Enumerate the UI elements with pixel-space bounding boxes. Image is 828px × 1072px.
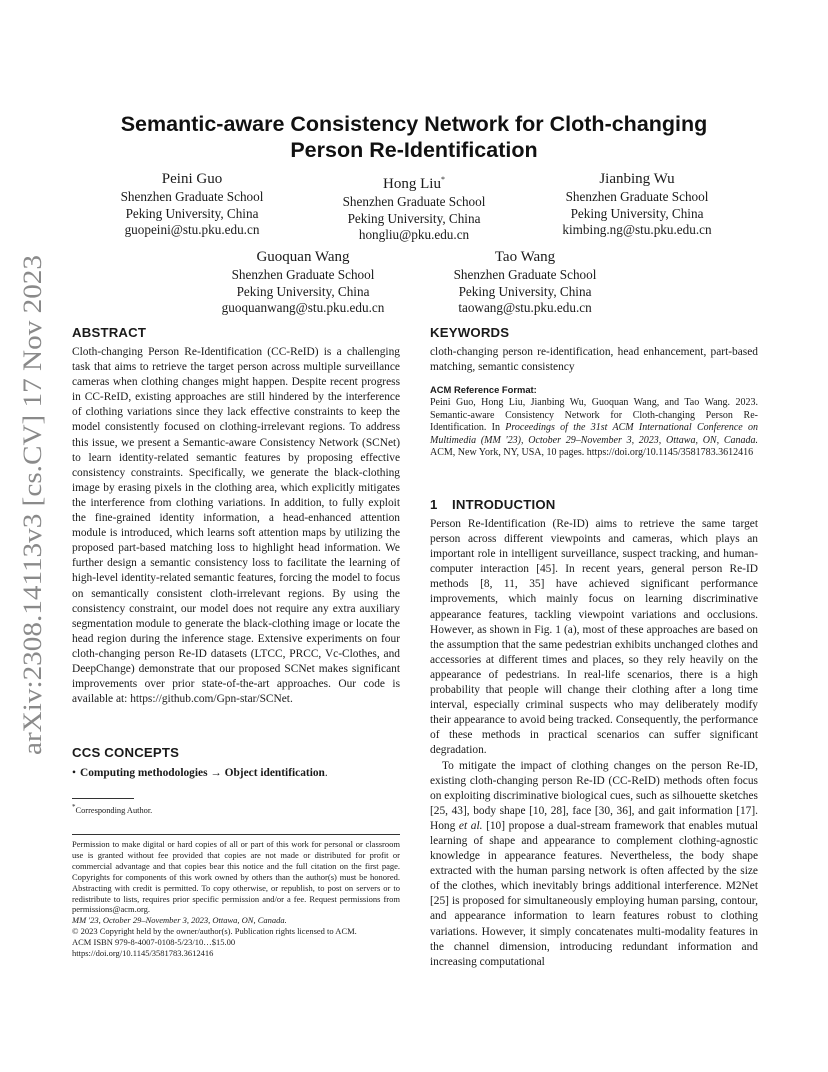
abstract-heading: ABSTRACT bbox=[72, 325, 147, 340]
ccs-concepts-heading: CCS CONCEPTS bbox=[72, 745, 180, 760]
author-affiliation: Peking University, China bbox=[570, 205, 704, 221]
paper-title bbox=[60, 111, 768, 163]
permission-text: Permission to make digital or hard copies of all or part of this work for personal or classroom use is granted without fee provided that copies are not made or distributed for profit or commercial advantage and that copies bear this notice and the full citation on the first page. Copyrights for components of this work owned by others than the author(s) must be honored. Abstracting with credit is permitted. To copy otherwise, or republish, to post on servers or to redistribute to lists, requires prior specific permission and/or a fee. Request permissions from permissions@acm.org. bbox=[72, 839, 400, 915]
acm-reference-heading: ACM Reference Format: bbox=[430, 384, 537, 395]
paper-title-line-2: Person Re-Identification bbox=[290, 138, 538, 162]
corresponding-author-mark: * bbox=[440, 175, 445, 184]
author-block-3 bbox=[526, 170, 748, 239]
acm-reference-section bbox=[430, 384, 758, 460]
acm-reference-authors: Peini Guo, Hong Liu, Jianbing Wu, Guoquan Wang, and Tao Wang. 2023. Semantic-aware Consistency Network for Cloth-changing Person Re-Identification. In bbox=[430, 397, 758, 434]
author-email[interactable]: taowang@stu.pku.edu.cn bbox=[458, 300, 592, 316]
paragraph-2-part-b: [10] propose a dual-stream framework that enables mutual learning of shape and appearance to complement clothing-agnostic knowledge in appearance features. Nevertheless, the body shape extracted with the human parsing network is often affected by the size of the clothes, which inevitably brings additional interference. M2Net [25] is proposed for simultaneously employing human parsing, contour, and appearance information to learn features robust to clothing variations. However, it simply concatenates multi-modality features in the channel dimension, introducing redundant information and increasing computational bbox=[430, 819, 759, 968]
author-affiliation: Peking University, China bbox=[458, 283, 592, 299]
author-affiliation: Peking University, China bbox=[125, 205, 259, 221]
arxiv-identifier-text: arXiv:2308.14113v3 [cs.CV] 17 Nov 2023 bbox=[17, 301, 47, 755]
keywords-heading: KEYWORDS bbox=[430, 325, 510, 340]
author-email[interactable]: guopeini@stu.pku.edu.cn bbox=[124, 222, 260, 238]
acm-reference-text bbox=[430, 397, 758, 460]
introduction-paragraph-2 bbox=[430, 759, 758, 970]
author-affiliation: Shenzhen Graduate School bbox=[120, 189, 264, 204]
author-email[interactable]: kimbing.ng@stu.pku.edu.cn bbox=[562, 222, 712, 238]
paragraph-2-part-a: To mitigate the impact of clothing changes on the person Re-ID, existing cloth-changing person Re-ID (CC-ReID) methods often focus on exploiting discriminative biological cues, such as silhouette sketches [25, 43], body shape [10, 28], face [30, 36], and gait information [17]. Hong bbox=[430, 759, 758, 832]
author-name: Tao Wang bbox=[494, 249, 556, 265]
author-block-4 bbox=[193, 248, 413, 317]
conference-info: MM '23, October 29–November 3, 2023, Ottawa, ON, Canada. bbox=[72, 915, 287, 926]
section-number: 1 bbox=[430, 497, 438, 512]
arxiv-identifier-stamp bbox=[14, 250, 50, 760]
acm-reference-proceedings: Proceedings of the 31st ACM International Conference on Multimedia (MM '23), October 29–November 3, 2023, Ottawa, ON, Canada. bbox=[430, 422, 759, 446]
ccs-concept-item bbox=[72, 766, 400, 781]
et-al: et al. bbox=[458, 819, 483, 832]
abstract-text: Cloth-changing Person Re-Identification (CC-ReID) is a challenging task that aims to retrieve the target person across multiple surveillance cameras when clothing changes might happen. Despite recent progress in CC-ReID, existing approaches are still hindered by the interference of clothing variations since they lack effective constraints to keep the model consistently focused on clothing-irrelevant regions. To address this issue, we present a Semantic-aware Consistency Network (SCNet) to learn identity-related semantic features by proposing effective consistency constraints. Specifically, we generate the black-clothing image by erasing pixels in the clothing area, which explicitly mitigates the interference from clothing variations. In addition, to fully exploit the fine-grained identity information, a head-enhanced attention module is introduced, which learns soft attention maps by utilizing the proposed part-based matching loss to highlight head information. We further design a semantic consistency loss to facilitate the learning of high-level identity-related semantic features, forcing the model to focus on semantically consistent cloth-irrelevant regions. By using the consistency constraint, our model does not require any extra auxiliary segmentation module to generate the black-clothing image or locate the head region during the inference stage. Extensive experiments on four cloth-changing person Re-ID datasets (LTCC, PRCC, Vc-Clothes, and DeepChange) demonstrate that our proposed SCNet makes significant improvements over prior state-of-the-art approaches. Our code is available at: https://github.com/Gpn-star/SCNet. bbox=[72, 346, 400, 706]
isbn-line: ACM ISBN 979-8-4007-0108-5/23/10…$15.00 bbox=[72, 937, 236, 948]
author-block-2 bbox=[304, 170, 524, 244]
author-name: Guoquan Wang bbox=[256, 249, 350, 265]
author-name: Peini Guo bbox=[161, 171, 223, 187]
author-affiliation: Shenzhen Graduate School bbox=[342, 194, 486, 209]
author-name: Hong Liu bbox=[383, 176, 441, 192]
permission-block bbox=[72, 834, 400, 959]
author-email[interactable]: hongliu@pku.edu.cn bbox=[358, 227, 470, 243]
footnote-section bbox=[72, 798, 400, 816]
doi-link[interactable]: https://doi.org/10.1145/3581783.3612416 bbox=[72, 948, 214, 959]
section-title: INTRODUCTION bbox=[452, 497, 556, 512]
introduction-section bbox=[430, 497, 758, 970]
author-affiliation: Peking University, China bbox=[236, 283, 370, 299]
author-block-1 bbox=[82, 170, 302, 239]
author-affiliation: Peking University, China bbox=[347, 210, 481, 226]
keywords-section bbox=[430, 325, 758, 375]
author-affiliation: Shenzhen Graduate School bbox=[231, 267, 375, 282]
author-email[interactable]: guoquanwang@stu.pku.edu.cn bbox=[221, 300, 385, 316]
copyright-line: © 2023 Copyright held by the owner/author(s). Publication rights licensed to ACM. bbox=[72, 926, 357, 937]
keywords-text: cloth-changing person re-identification, head enhancement, part-based matching, semantic consistency bbox=[430, 346, 758, 374]
introduction-heading bbox=[430, 497, 758, 513]
ccs-concept-end: . bbox=[324, 767, 328, 779]
author-block-5 bbox=[415, 248, 635, 317]
author-affiliation: Shenzhen Graduate School bbox=[453, 267, 597, 282]
footnote-mark: * bbox=[72, 803, 76, 811]
footnote-divider bbox=[72, 798, 134, 799]
bullet: • bbox=[72, 767, 76, 779]
permission-divider bbox=[72, 834, 400, 835]
ccs-concepts-section bbox=[72, 745, 400, 781]
ccs-concept-text: Computing methodologies → Object identification bbox=[80, 767, 325, 779]
abstract-section bbox=[72, 325, 400, 707]
introduction-paragraph-1: Person Re-Identification (Re-ID) aims to retrieve the same target person across different viewpoints and cameras, which plays an important role in intelligent surveillance, suspect tracking, and human-computer interaction [45]. In recent years, general person Re-ID methods [8, 11, 35] have achieved significant performance improvements, which mainly focus on learning discriminative appearance features, tackling viewpoint variations and occlusions. However, as shown in Fig. 1 (a), most of these approaches are based on the assumption that the same pedestrian exhibits unchanged clothes and accessories at different times and places, so they rely heavily on the appearance of pedestrians. In real-life scenarios, there is a high probability that people will change their clothing after a long time interval, especially criminal suspects who may deliberately modify their appearance to avoid being tracked. Consequently, the performance of these methods in practical scenarios can suffer significant degradation. bbox=[430, 518, 758, 757]
author-name-with-mark bbox=[304, 170, 524, 194]
paper-title-line-1: Semantic-aware Consistency Network for Cloth-changing bbox=[120, 112, 708, 136]
acm-reference-tail: ACM, New York, NY, USA, 10 pages. https://doi.org/10.1145/3581783.3612416 bbox=[430, 447, 754, 459]
author-affiliation: Shenzhen Graduate School bbox=[565, 189, 709, 204]
footnote-text: Corresponding Author. bbox=[75, 805, 153, 815]
author-name: Jianbing Wu bbox=[599, 171, 675, 187]
corresponding-author-footnote bbox=[72, 802, 400, 816]
